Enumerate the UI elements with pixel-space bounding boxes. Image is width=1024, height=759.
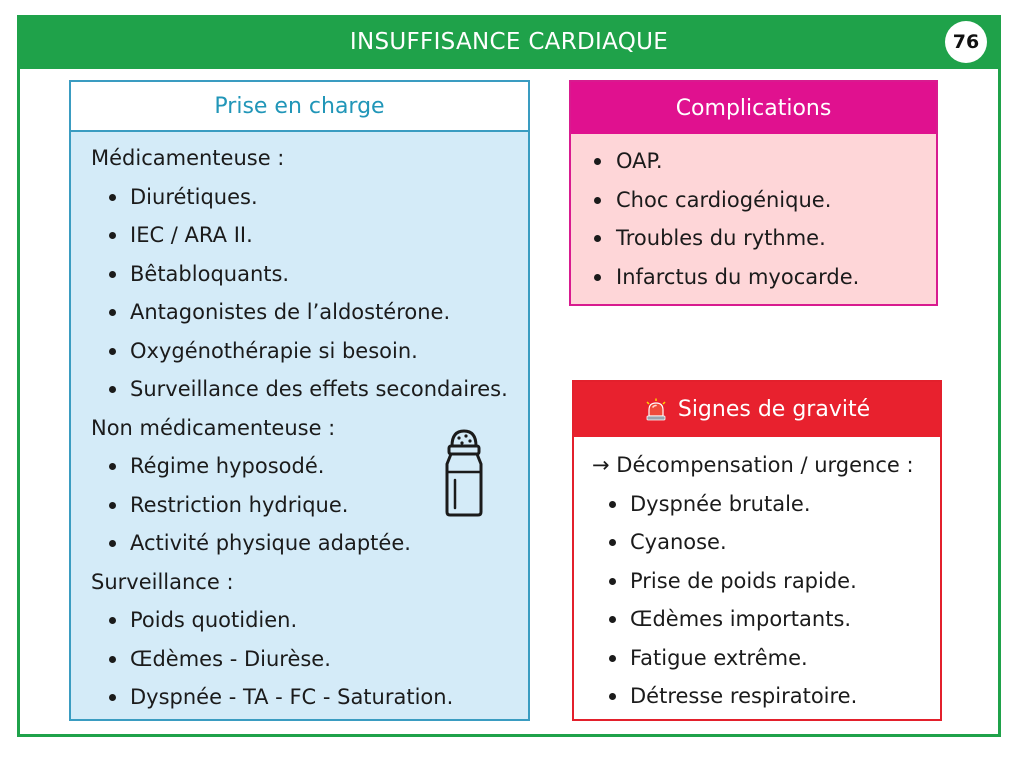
list-item: Oxygénothérapie si besoin. xyxy=(71,332,528,371)
list-item: Choc cardiogénique. xyxy=(571,181,936,220)
header-bar xyxy=(17,15,1001,69)
signes-gravite-body xyxy=(574,437,940,716)
siren-icon xyxy=(644,398,668,422)
complications-title: Complications xyxy=(571,82,936,134)
list-item: Détresse respiratoire. xyxy=(574,677,940,716)
list-item: Bêtabloquants. xyxy=(71,255,528,294)
signes-gravite-title: Signes de gravité xyxy=(677,397,871,422)
list-complications xyxy=(571,142,936,296)
section-label-medicamenteuse: Médicamenteuse : xyxy=(91,146,285,170)
list-item: Diurétiques. xyxy=(71,178,528,217)
prise-en-charge-panel xyxy=(69,80,530,721)
list-gravite xyxy=(574,485,940,716)
list-item: Fatigue extrême. xyxy=(574,639,940,678)
list-item: Poids quotidien. xyxy=(71,601,528,640)
list-item: Activité physique adaptée. xyxy=(71,524,528,563)
list-item: Prise de poids rapide. xyxy=(574,562,940,601)
list-surveillance xyxy=(71,601,528,717)
decompensation-label: → Décompensation / urgence : xyxy=(592,453,914,477)
salt-shaker-icon xyxy=(440,428,488,518)
list-item: Cyanose. xyxy=(574,523,940,562)
list-item: Antagonistes de l’aldostérone. xyxy=(71,293,528,332)
section-label-non-medicamenteuse: Non médicamenteuse : xyxy=(91,415,336,440)
list-item: Régime hyposodé. xyxy=(71,447,528,486)
prise-en-charge-body xyxy=(71,132,528,717)
list-item: Restriction hydrique. xyxy=(71,486,528,525)
page-number-badge: 76 xyxy=(945,21,987,63)
list-medicamenteuse xyxy=(71,178,528,409)
list-item: Œdèmes - Diurèse. xyxy=(71,640,528,679)
prise-en-charge-title: Prise en charge xyxy=(71,82,528,132)
page-title: INSUFFISANCE CARDIAQUE xyxy=(349,29,669,55)
signes-gravite-panel xyxy=(572,380,942,721)
list-item: Dyspnée - TA - FC - Saturation. xyxy=(71,678,528,717)
list-item: OAP. xyxy=(571,142,936,181)
signes-gravite-header xyxy=(574,382,940,437)
list-item: Troubles du rythme. xyxy=(571,219,936,258)
list-item: IEC / ARA II. xyxy=(71,216,528,255)
complications-body xyxy=(571,134,936,296)
list-item: Œdèmes importants. xyxy=(574,600,940,639)
list-item: Dyspnée brutale. xyxy=(574,485,940,524)
list-item: Surveillance des effets secondaires. xyxy=(71,370,528,409)
list-item: Infarctus du myocarde. xyxy=(571,258,936,297)
complications-panel xyxy=(569,80,938,306)
section-label-surveillance: Surveillance : xyxy=(91,569,234,594)
